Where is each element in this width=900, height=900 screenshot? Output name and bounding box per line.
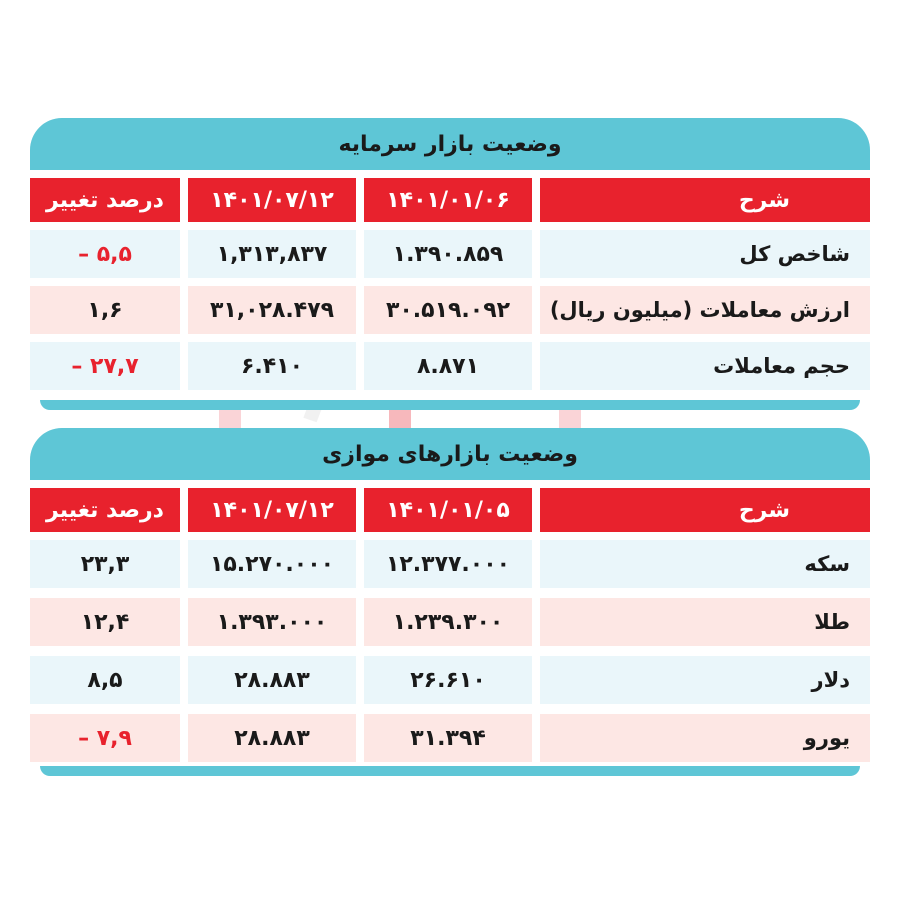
row-label: شاخص کل	[540, 230, 870, 278]
row-value-date-2: ۱.۳۹۳.۰۰۰	[188, 598, 356, 646]
row-value-date-2: ۳۱,۰۲۸.۴۷۹	[188, 286, 356, 334]
row-value-date-1: ۱۲.۳۷۷.۰۰۰	[364, 540, 532, 588]
row-label: حجم معاملات	[540, 342, 870, 390]
row-change: ۱۲,۴	[30, 598, 180, 646]
row-change: ۵,۵ –	[30, 230, 180, 278]
row-label: طلا	[540, 598, 870, 646]
row-change: ۱,۶	[30, 286, 180, 334]
row-value-date-1: ۳۱.۳۹۴	[364, 714, 532, 762]
header-label: شرح	[540, 178, 870, 222]
row-value-date-1: ۱.۳۹۰.۸۵۹	[364, 230, 532, 278]
parallel-markets-table	[30, 480, 870, 768]
capital-market-table	[30, 170, 870, 400]
row-change: ۲۷,۷ –	[30, 342, 180, 390]
row-value-date-1: ۱.۲۳۹.۳۰۰	[364, 598, 532, 646]
parallel-markets-bottom-bar	[40, 766, 860, 776]
row-label: ارزش معاملات (میلیون ریال)	[540, 286, 870, 334]
row-value-date-2: ۱,۳۱۳,۸۳۷	[188, 230, 356, 278]
header-change: درصد تغییر	[30, 488, 180, 532]
row-label: دلار	[540, 656, 870, 704]
header-date-2: ۱۴۰۱/۰۷/۱۲	[188, 178, 356, 222]
row-change: ۲۳,۳	[30, 540, 180, 588]
capital-market-bottom-bar	[40, 400, 860, 410]
row-label: سکه	[540, 540, 870, 588]
row-change: ۸,۵	[30, 656, 180, 704]
header-label: شرح	[540, 488, 870, 532]
row-value-date-2: ۲۸.۸۸۳	[188, 656, 356, 704]
row-change: ۷,۹ –	[30, 714, 180, 762]
parallel-markets-title: وضعیت بازارهای موازی	[30, 428, 870, 480]
header-date-1: ۱۴۰۱/۰۱/۰۵	[364, 488, 532, 532]
row-value-date-2: ۱۵.۲۷۰.۰۰۰	[188, 540, 356, 588]
row-value-date-1: ۸.۸۷۱	[364, 342, 532, 390]
capital-market-title: وضعیت بازار سرمایه	[30, 118, 870, 170]
header-date-2: ۱۴۰۱/۰۷/۱۲	[188, 488, 356, 532]
row-label: یورو	[540, 714, 870, 762]
row-value-date-1: ۲۶.۶۱۰	[364, 656, 532, 704]
header-date-1: ۱۴۰۱/۰۱/۰۶	[364, 178, 532, 222]
row-value-date-2: ۲۸.۸۸۳	[188, 714, 356, 762]
row-value-date-1: ۳۰.۵۱۹.۰۹۲	[364, 286, 532, 334]
header-change: درصد تغییر	[30, 178, 180, 222]
row-value-date-2: ۶.۴۱۰	[188, 342, 356, 390]
